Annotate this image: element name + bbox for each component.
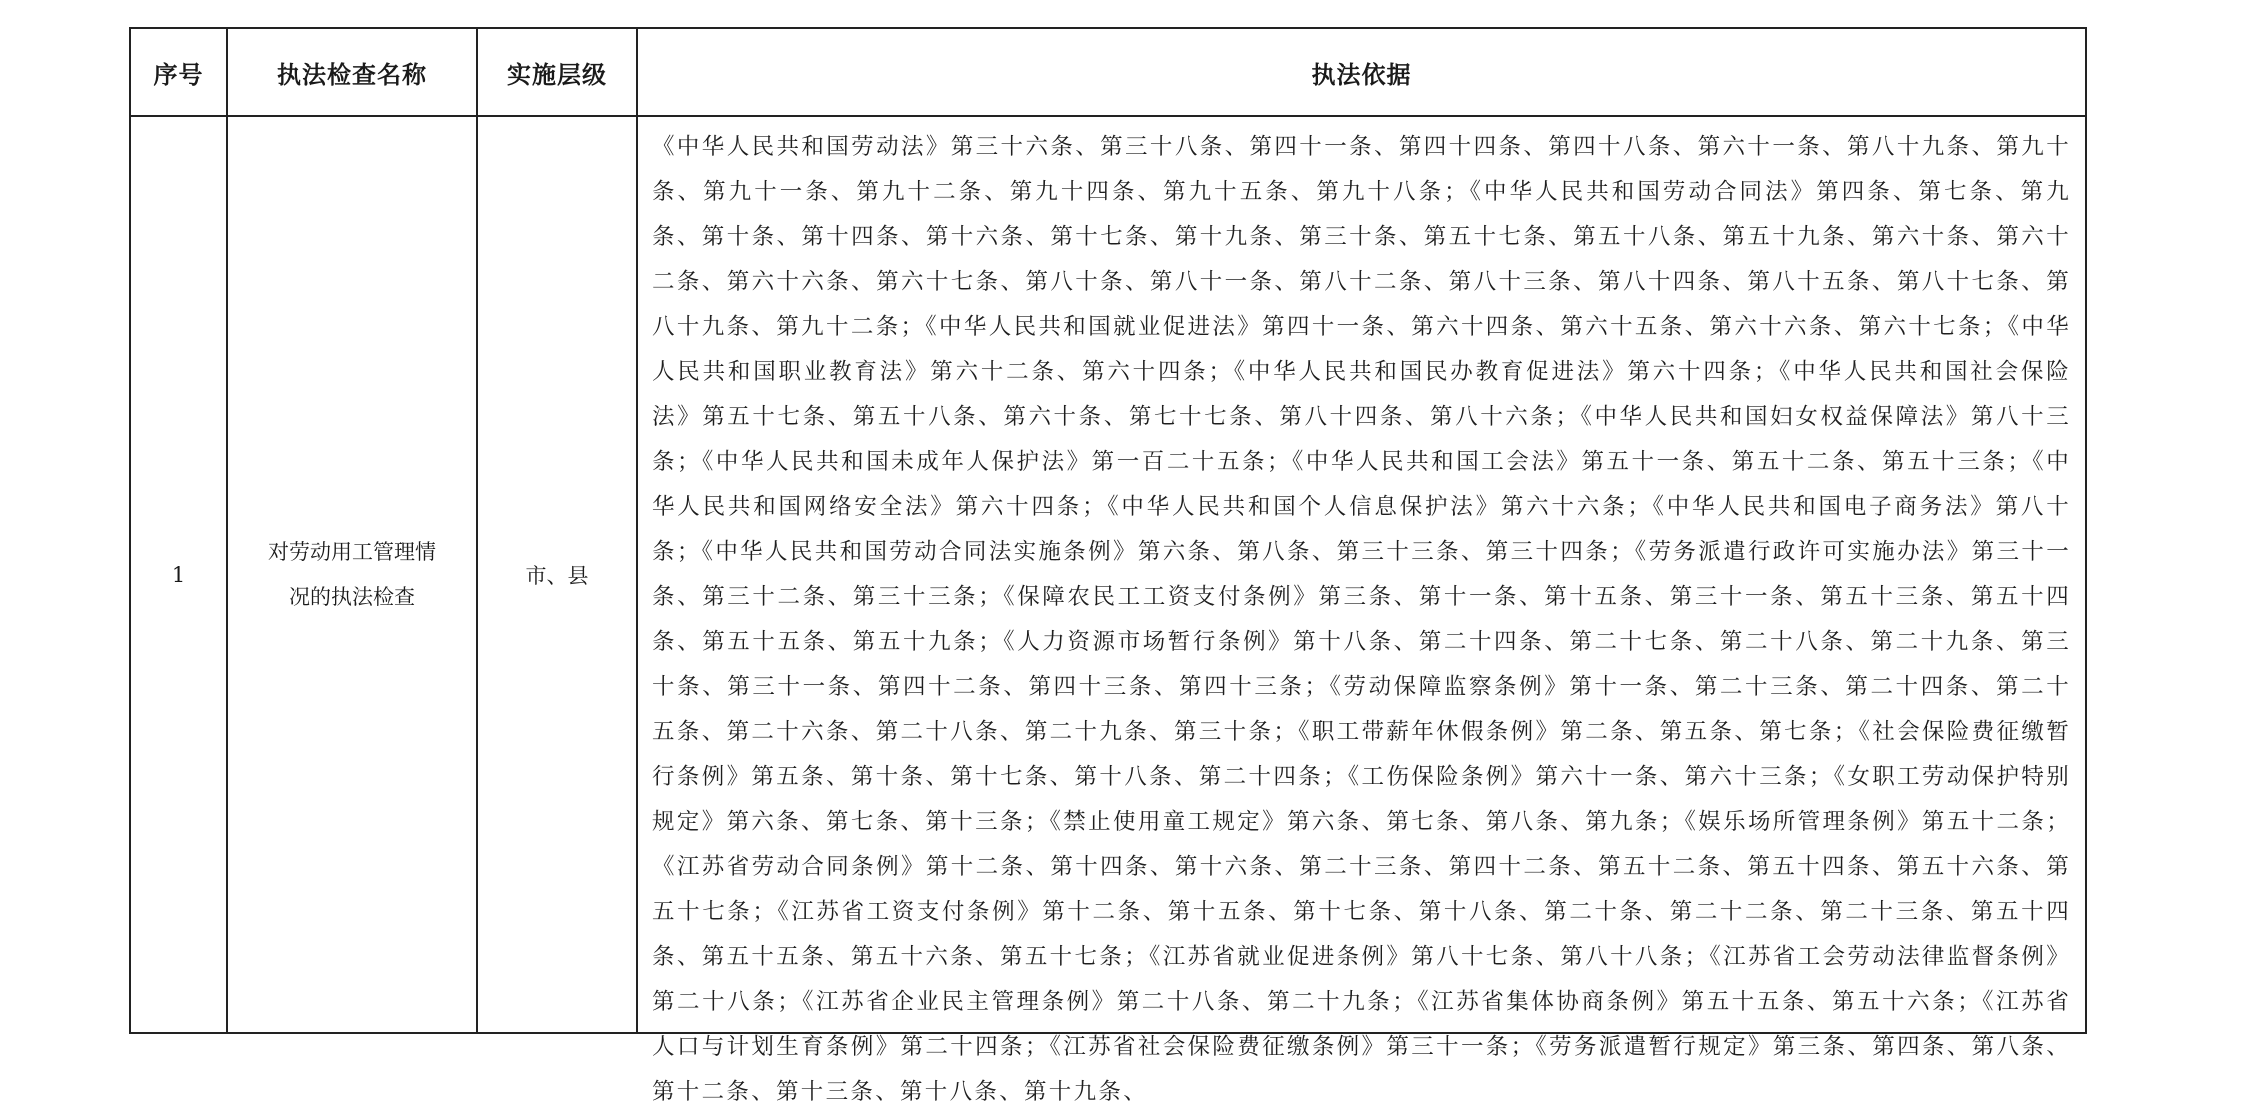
cell-basis <box>637 116 2086 1105</box>
cell-level: 市、县 <box>477 116 637 1033</box>
table-row <box>130 116 2086 1033</box>
basis-text: 《中华人民共和国劳动法》第三十六条、第三十八条、第四十一条、第四十四条、第四十八条、第六十一条、第八十九条、第九十条、第九十一条、第九十二条、第九十四条、第九十五条、第九十八条；《中华人民共和国劳动合同法》第四条、第七条、第九条、第十条、第十四条、第十六条、第十七条、第十九条、第三十条、第五十七条、第五十八条、第五十九条、第六十条、第六十二条、第六十六条、第六十七条、第八十条、第八十一条、第八十二条、第八十三条、第八十四条、第八十五条、第八十七条、第八十九条、第九十二条；《中华人民共和国就业促进法》第四十一条、第六十四条、第六十五条、第六十六条、第六十七条；《中华人民共和国职业教育法》第六十二条、第六十四条；《中华人民共和国民办教育促进法》第六十四条；《中华人民共和国社会保险法》第五十七条、第五十八条、第六十条、第七十七条、第八十四条、第八十六条；《中华人民共和国妇女权益保障法》第八十三条；《中华人民共和国未成年人保护法》第一百二十五条；《中华人民共和国工会法》第五十一条、第五十二条、第五十三条；《中华人民共和国网络安全法》第六十四条；《中华人民共和国个人信息保护法》第六十六条；《中华人民共和国电子商务法》第八十条；《中华人民共和国劳动合同法实施条例》第六条、第八条、第三十三条、第三十四条；《劳务派遣行政许可实施办法》第三十一条、第三十二条、第三十三条；《保障农民工工资支付条例》第三条、第十一条、第十五条、第三十一条、第五十三条、第五十四条、第五十五条、第五十九条；《人力资源市场暂行条例》第十八条、第二十四条、第二十七条、第二十八条、第二十九条、第三十条、第三十一条、第四十二条、第四十三条、第四十三条；《劳动保障监察条例》第十一条、第二十三条、第二十四条、第二十五条、第二十六条、第二十八条、第二十九条、第三十条；《职工带薪年休假条例》第二条、第五条、第七条；《社会保险费征缴暂行条例》第五条、第十条、第十七条、第十八条、第二十四条；《工伤保险条例》第六十一条、第六十三条；《女职工劳动保护特别规定》第六条、第七条、第十三条；《禁止使用童工规定》第六条、第七条、第八条、第九条；《娱乐场所管理条例》第五十二条；《江苏省劳动合同条例》第十二条、第十四条、第十六条、第二十三条、第四十二条、第五十二条、第五十四条、第五十六条、第五十七条；《江苏省工资支付条例》第十二条、第十五条、第十七条、第十八条、第二十条、第二十二条、第二十三条、第五十四条、第五十五条、第五十六条、第五十七条；《江苏省就业促进条例》第八十七条、第八十八条；《江苏省工会劳动法律监督条例》第二十八条；《江苏省企业民主管理条例》第二十八条、第二十九条；《江苏省集体协商条例》第五十五条、第五十六条；《江苏省人口与计划生育条例》第二十四条；《江苏省社会保险费征缴条例》第三十一条；《劳务派遣暂行规定》第三条、第四条、第八条、第十二条、第十三条、第十八条、第十九条、 <box>652 134 2071 1105</box>
cell-name: 对劳动用工管理情况的执法检查 <box>227 116 477 1033</box>
table-header-row <box>130 28 2086 116</box>
header-basis: 执法依据 <box>637 28 2086 116</box>
header-name: 执法检查名称 <box>227 28 477 116</box>
enforcement-table <box>129 27 2087 1105</box>
cell-seq: 1 <box>130 116 227 1033</box>
header-level: 实施层级 <box>477 28 637 116</box>
header-seq: 序号 <box>130 28 227 116</box>
